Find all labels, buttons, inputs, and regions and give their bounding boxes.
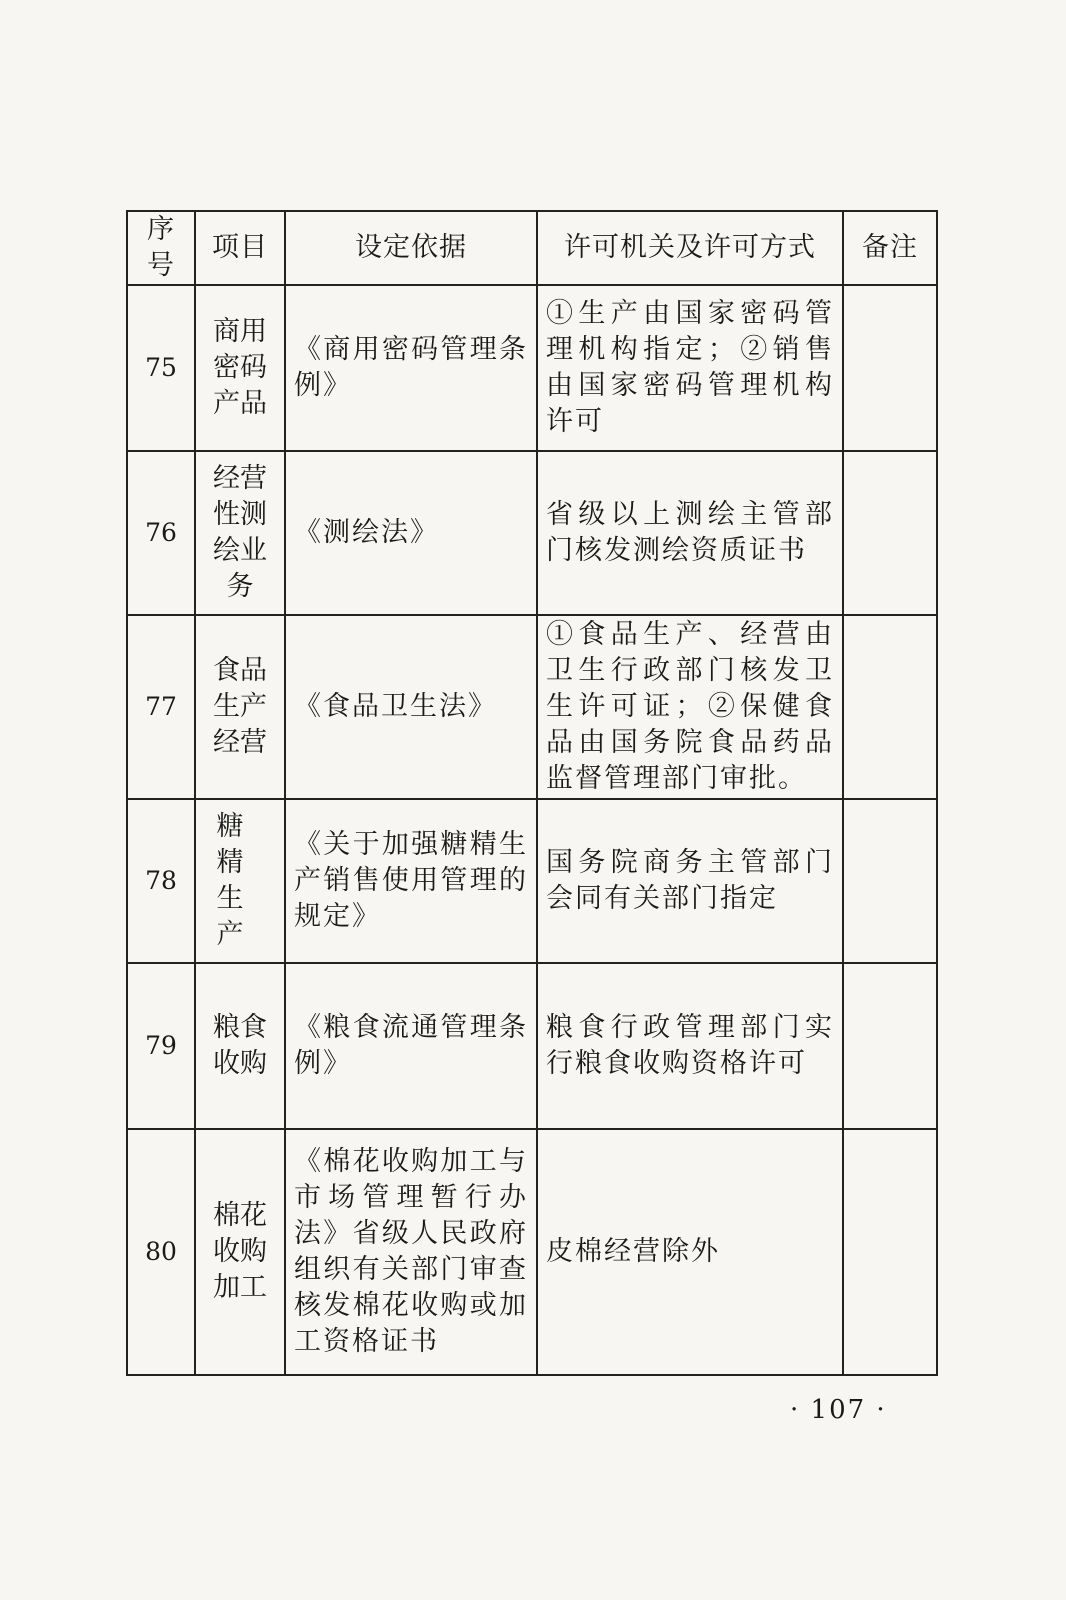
row-note	[843, 451, 937, 615]
row-legal-basis: 《粮食流通管理条例》	[285, 963, 537, 1129]
row-number: 77	[127, 615, 195, 799]
row-item: 食品生产经营	[195, 615, 285, 799]
table-row	[127, 451, 937, 615]
row-item: 商用密码产品	[195, 285, 285, 451]
table-row	[127, 615, 937, 799]
row-legal-basis: 《棉花收购加工与市场管理暂行办法》省级人民政府组织有关部门审查核发棉花收购或加工资格证书	[285, 1129, 537, 1375]
row-number: 75	[127, 285, 195, 451]
table-row	[127, 1129, 937, 1375]
row-legal-basis: 《关于加强糖精生产销售使用管理的规定》	[285, 799, 537, 963]
row-number: 79	[127, 963, 195, 1129]
header-seq-no: 序号	[127, 211, 195, 285]
row-authority: 省级以上测绘主管部门核发测绘资质证书	[537, 451, 843, 615]
header-item: 项目	[195, 211, 285, 285]
row-item	[195, 799, 285, 963]
row-number: 78	[127, 799, 195, 963]
row-authority: 粮食行政管理部门实行粮食收购资格许可	[537, 963, 843, 1129]
row-item: 粮食收购	[195, 963, 285, 1129]
header-note: 备注	[843, 211, 937, 285]
row-note	[843, 285, 937, 451]
row-item-text: 糖精生产	[216, 811, 264, 950]
page-number: · 107 ·	[790, 1395, 887, 1425]
row-legal-basis: 《测绘法》	[285, 451, 537, 615]
row-item: 棉花收购加工	[195, 1129, 285, 1375]
header-authority: 许可机关及许可方式	[537, 211, 843, 285]
row-item: 经营性测绘业务	[195, 451, 285, 615]
row-authority: 皮棉经营除外	[537, 1129, 843, 1375]
permit-table	[126, 210, 938, 1376]
row-authority: ①生产由国家密码管理机构指定；②销售由国家密码管理机构许可	[537, 285, 843, 451]
row-authority: 国务院商务主管部门会同有关部门指定	[537, 799, 843, 963]
row-note	[843, 963, 937, 1129]
table-row	[127, 963, 937, 1129]
row-authority: ①食品生产、经营由卫生行政部门核发卫生许可证；②保健食品由国务院食品药品监督管理部门审批。	[537, 615, 843, 799]
row-number: 76	[127, 451, 195, 615]
row-legal-basis: 《食品卫生法》	[285, 615, 537, 799]
table-row	[127, 285, 937, 451]
row-number: 80	[127, 1129, 195, 1375]
row-note	[843, 1129, 937, 1375]
table-row	[127, 799, 937, 963]
row-legal-basis: 《商用密码管理条例》	[285, 285, 537, 451]
row-note	[843, 615, 937, 799]
row-note	[843, 799, 937, 963]
table-header-row	[127, 211, 937, 285]
header-legal-basis: 设定依据	[285, 211, 537, 285]
